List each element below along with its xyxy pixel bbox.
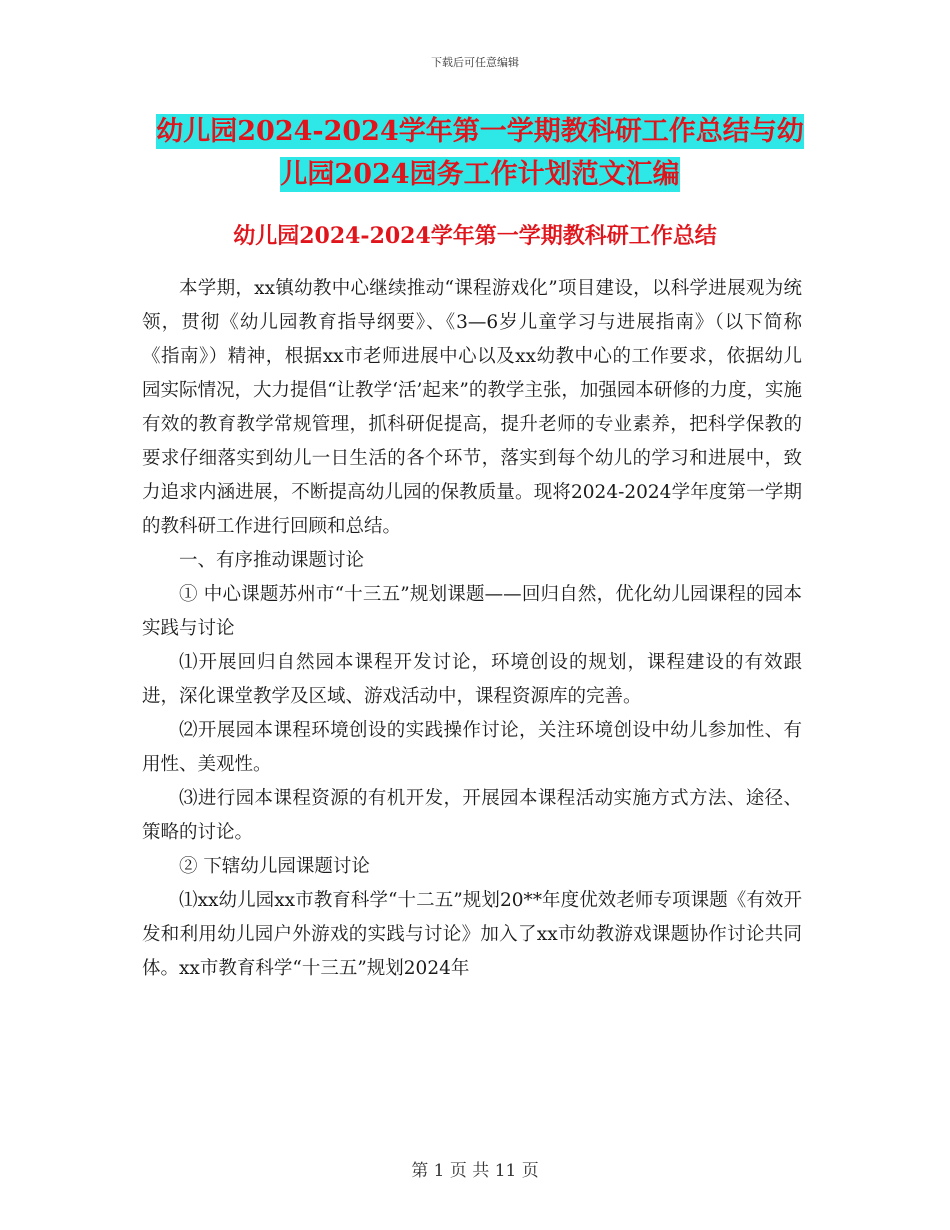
paragraph-intro: 本学期，xx镇幼教中心继续推动“课程游戏化”项目建设，以科学进展观为统领，贯彻《幼儿园教育指导纲要》、《3—6岁儿童学习与进展指南》（以下简称《指南》）精神，根据xx市老师进展中心以及xx幼教中心的工作要求，依据幼儿园实际情况，大力提倡“让教学‘活’起来”的教学主张，加强园本研修的力度，实施有效的教育教学常规管理，抓科研促提高，提升老师的专业素养，把科学保教的要求仔细落实到幼儿一日生活的各个环节，落实到每个幼儿的学习和进展中，致力追求内涵进展，不断提高幼儿园的保教质量。现将2024-2024学年度第一学期的教科研工作进行回顾和总结。 — [142, 278, 802, 537]
paragraph-subitem-3: ⑶进行园本课程资源的有机开发，开展园本课程活动实施方式方法、途径、策略的讨论。 — [142, 788, 802, 843]
document-title — [140, 110, 820, 196]
paragraph-subitem-4: ⑴xx幼儿园xx市教育科学“十二五”规划20**年度优效老师专项课题《有效开发和利用幼儿园户外游戏的实践与讨论》加入了xx市幼教游戏课题协作讨论共同体。xx市教育科学“十三五”规划2024年 — [142, 890, 802, 979]
paragraph-subitem-1: ⑴开展回归自然园本课程开发讨论，环境创设的规划，课程建设的有效跟进，深化课堂教学及区域、游戏活动中，课程资源库的完善。 — [142, 652, 802, 707]
paragraph-item-1: ① 中心课题苏州市“十三五”规划课题——回归自然，优化幼儿园课程的园本实践与讨论 — [142, 584, 802, 639]
section-heading: 幼儿园2024-2024学年第一学期教科研工作总结 — [233, 223, 717, 249]
document-title-line-2: 儿园2024园务工作计划范文汇编 — [280, 159, 680, 190]
page-footer: 第 1 页 共 11 页 — [411, 1161, 539, 1181]
paragraph-heading-1: 一、有序推动课题讨论 — [179, 550, 365, 571]
body-text — [142, 272, 802, 986]
paragraph-item-2: ② 下辖幼儿园课题讨论 — [179, 856, 370, 877]
document-title-line-1: 幼儿园2024-2024学年第一学期教科研工作总结与幼 — [156, 116, 804, 147]
paragraph-subitem-2: ⑵开展园本课程环境创设的实践操作讨论，关注环境创设中幼儿参加性、有用性、美观性。 — [142, 720, 802, 775]
header-note: 下载后可任意编辑 — [431, 56, 519, 69]
